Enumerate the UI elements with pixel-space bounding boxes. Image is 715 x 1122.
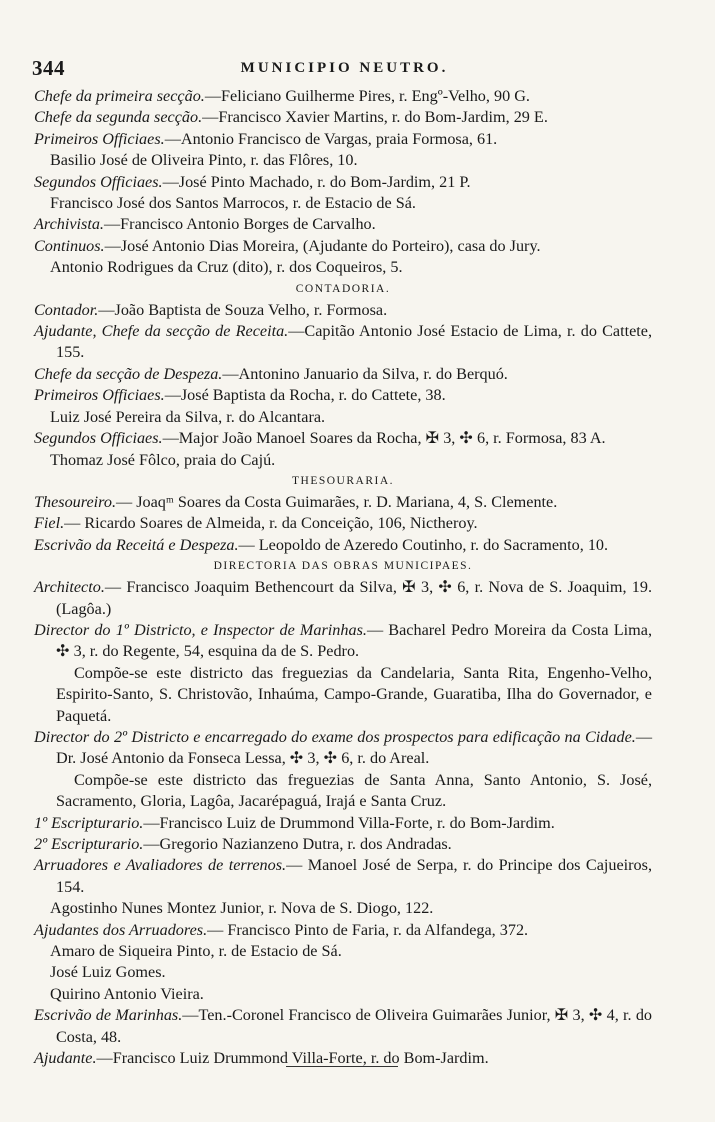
entry-text: — Bacharel Pedro Moreira da Costa Lima, ✣ 3, r. do Regente, 54, esquina da de S. Pedro. xyxy=(56,620,652,661)
page-header xyxy=(32,56,657,80)
entry-role: Ajudantes dos Arruadores. xyxy=(34,920,208,939)
entry-text: José Luiz Gomes. xyxy=(50,963,166,982)
entry-text: —Gregorio Nazianzeno Dutra, r. dos Andradas. xyxy=(143,835,452,853)
directory-entry xyxy=(34,300,652,321)
entry-text: — Francisco Joaquim Bethencourt da Silva, ✠ 3, ✣ 6, r. Nova de S. Joaquim, 19. (Lagôa.) xyxy=(56,578,652,618)
entry-text: — Francisco Pinto de Faria, r. da Alfandega, 372. xyxy=(207,920,529,939)
directory-entry xyxy=(34,107,652,128)
entry-text: —Dr. José Antonio da Fonseca Lessa, ✣ 3, ✣ 6, r. do Areal. xyxy=(56,727,652,768)
district-note xyxy=(34,663,652,727)
entry-text: —Major João Manoel Soares da Rocha, ✠ 3, ✣ 6, r. Formosa, 83 A. xyxy=(162,429,606,448)
section-heading: CONTADORIA. xyxy=(295,282,391,295)
directory-entry xyxy=(34,150,652,171)
entry-role: Ajudante. xyxy=(34,1049,97,1068)
entry-text: Francisco José dos Santos Marrocos, r. de Estacio de Sá. xyxy=(50,194,416,213)
entry-text: —Francisco Luiz de Drummond Villa-Forte, r. do Bom-Jardim. xyxy=(143,813,555,832)
entry-role: Archivista. xyxy=(34,215,104,234)
entry-text: Compõe-se este districto das freguezias de Santa Anna, Santo Antonio, S. José, Sacramento, Gloria, Lagôa, Jacarépaguá, Irajá e Santa Cruz. xyxy=(56,770,652,811)
entry-role: Escrivão da Receitá e Despeza. xyxy=(34,535,239,554)
directory-entry xyxy=(34,428,652,449)
district-note xyxy=(34,770,652,813)
entry-text: Thomaz José Fôlco, praia do Cajú. xyxy=(50,450,276,469)
entry-text: Basilio José de Oliveira Pinto, r. das Flôres, 10. xyxy=(50,151,358,170)
directory-entry xyxy=(34,834,652,855)
entry-role: Ajudante, Chefe da secção de Receita. xyxy=(34,322,289,341)
entry-text: —Capitão Antonio José Estacio de Lima, r. do Cattete, 155. xyxy=(56,322,652,362)
entry-text: —Feliciano Guilherme Pires, r. Engº-Velho, 90 G. xyxy=(204,87,530,105)
section-heading: DIRECTORIA DAS OBRAS MUNICIPAES. xyxy=(213,560,473,573)
directory-entry xyxy=(34,984,652,1005)
entry-text: Antonio Rodrigues da Cruz (dito), r. dos Coqueiros, 5. xyxy=(50,258,403,277)
entry-role: Primeiros Officiaes. xyxy=(34,386,165,405)
directory-entry xyxy=(34,364,652,385)
directory-entry xyxy=(34,577,652,620)
entry-text: — Joaqᵐ Soares da Costa Guimarães, r. D. Mariana, 4, S. Clemente. xyxy=(116,492,558,511)
entry-role: Contador. xyxy=(34,300,99,319)
entry-role: Continuos. xyxy=(34,236,105,255)
directory-entry xyxy=(34,535,652,556)
entry-role: Chefe da secção de Despeza. xyxy=(34,364,223,383)
entry-role: Arruadores e Avaliadores de terrenos. xyxy=(34,856,287,875)
directory-entry xyxy=(34,236,652,257)
running-head: MUNICIPIO NEUTRO. xyxy=(240,60,449,76)
directory-entry xyxy=(34,214,652,235)
directory-entry xyxy=(34,1005,652,1048)
entry-text: Luiz José Pereira da Silva, r. do Alcantara. xyxy=(50,407,326,426)
entry-text: —Francisco Xavier Martins, r. do Bom-Jardim, 29 E. xyxy=(202,108,548,127)
entry-text: —Francisco Luiz Drummond Villa-Forte, r. do Bom-Jardim. xyxy=(96,1049,489,1068)
entry-text: Amaro de Siqueira Pinto, r. de Estacio de Sá. xyxy=(50,942,342,961)
directory-entry xyxy=(34,513,652,534)
directory-entry xyxy=(34,257,652,278)
directory-entry xyxy=(34,962,652,983)
entry-text: — Manoel José de Serpa, r. do Principe dos Cajueiros, 154. xyxy=(56,856,652,896)
directory-entry xyxy=(34,813,652,834)
entry-role: 2º Escripturario. xyxy=(34,835,144,853)
directory-entry xyxy=(34,855,652,898)
entry-text: —Antonio Francisco de Vargas, praia Formosa, 61. xyxy=(164,129,498,148)
section-heading: THESOURARIA. xyxy=(291,474,394,487)
closing-rule xyxy=(286,1066,398,1067)
directory-entry xyxy=(34,86,652,107)
entry-text: Quirino Antonio Vieira. xyxy=(50,984,204,1003)
page-number: 344 xyxy=(32,56,65,80)
entry-text: —José Pinto Machado, r. do Bom-Jardim, 21 P. xyxy=(162,172,471,191)
entry-text: —José Baptista da Rocha, r. do Cattete, 38. xyxy=(164,386,446,405)
entry-text: —Antonino Januario da Silva, r. do Berquó. xyxy=(222,364,508,383)
directory-entry xyxy=(34,941,652,962)
entry-role: Segundos Officiaes. xyxy=(34,429,163,448)
entry-role: Escrivão de Marinhas. xyxy=(34,1006,183,1025)
entry-role: Chefe da segunda secção. xyxy=(34,108,203,127)
directory-entry xyxy=(34,172,652,193)
directory-entry xyxy=(34,620,652,663)
directory-entry xyxy=(34,727,652,770)
directory-entry xyxy=(34,407,652,428)
entry-role: 1º Escripturario. xyxy=(34,813,144,832)
directory-listing xyxy=(34,86,652,1069)
entry-role: Chefe da primeira secção. xyxy=(34,87,205,105)
directory-entry xyxy=(34,492,652,513)
entry-role: Director do 2º Districto e encarregado do exame dos prospectos para edificação na Cidade. xyxy=(34,727,636,746)
entry-text: Compõe-se este districto das freguezias da Candelaria, Santa Rita, Engenho-Velho, Espirito-Santo, S. Christovão, Inhaúma, Campo-Grande, Guaratiba, Ilha do Governador, e Paquetá. xyxy=(56,663,652,725)
entry-text: —Francisco Antonio Borges de Carvalho. xyxy=(103,215,376,234)
directory-entry xyxy=(34,898,652,919)
entry-text: Agostinho Nunes Montez Junior, r. Nova de S. Diogo, 122. xyxy=(50,899,434,918)
entry-role: Architecto. xyxy=(34,578,105,597)
entry-role: Primeiros Officiaes. xyxy=(34,129,165,148)
entry-text: — Leopoldo de Azeredo Coutinho, r. do Sacramento, 10. xyxy=(238,535,609,554)
directory-entry xyxy=(34,385,652,406)
directory-entry xyxy=(34,920,652,941)
entry-text: —João Baptista de Souza Velho, r. Formosa. xyxy=(98,300,388,319)
entry-text: — Ricardo Soares de Almeida, r. da Conceição, 106, Nictheroy. xyxy=(64,514,478,533)
entry-role: Fiel. xyxy=(34,514,65,533)
directory-entry xyxy=(34,129,652,150)
directory-entry xyxy=(34,321,652,364)
entry-role: Thesoureiro. xyxy=(34,492,116,511)
entry-text: —Ten.-Coronel Francisco de Oliveira Guimarães Junior, ✠ 3, ✣ 4, r. do Costa, 48. xyxy=(56,1006,653,1046)
entry-text: —José Antonio Dias Moreira, (Ajudante do Porteiro), casa do Jury. xyxy=(104,236,541,255)
entry-role: Director do 1º Districto, e Inspector de Marinhas. xyxy=(34,620,367,639)
directory-entry xyxy=(34,450,652,471)
directory-entry xyxy=(34,193,652,214)
entry-role: Segundos Officiaes. xyxy=(34,172,163,191)
